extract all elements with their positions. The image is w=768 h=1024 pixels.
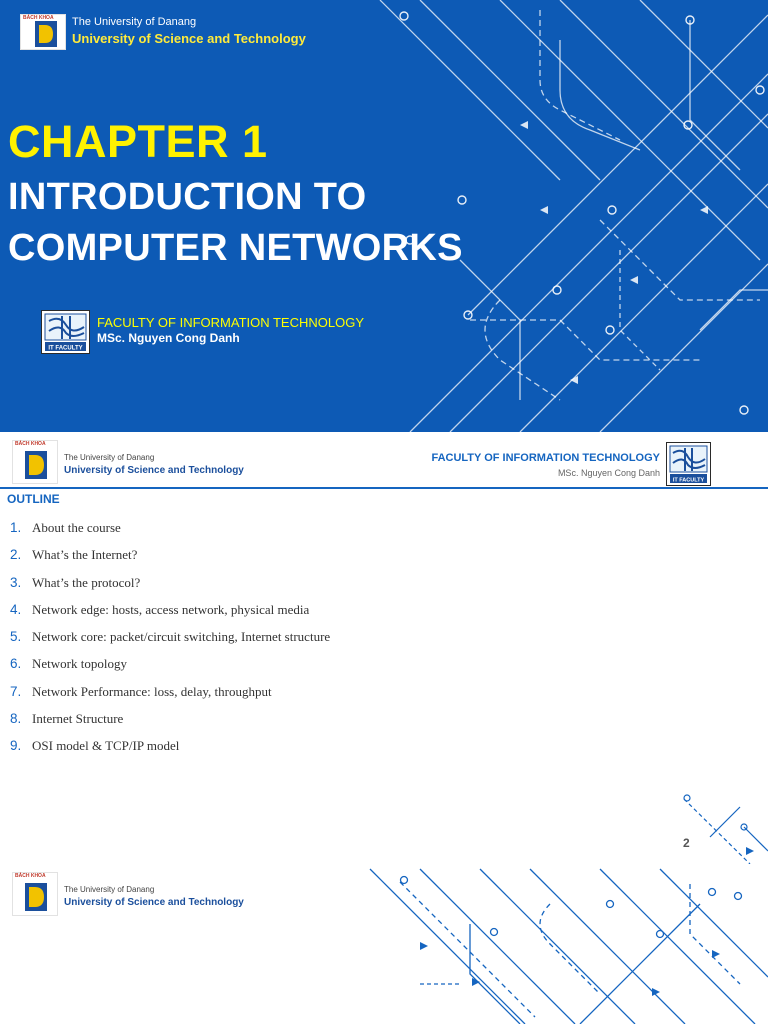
it-faculty-logo xyxy=(666,442,711,486)
item-text: Network core: packet/circuit switching, Internet structure xyxy=(32,629,331,645)
outline-slide xyxy=(0,432,768,864)
item-number: 3. xyxy=(10,574,22,590)
list-item xyxy=(10,684,330,711)
item-text: About the course xyxy=(32,520,121,535)
slide-title-line-1: INTRODUCTION TO xyxy=(8,176,367,218)
title-slide xyxy=(0,0,768,432)
dolphin-emblem-icon xyxy=(13,873,57,915)
list-item xyxy=(10,738,330,765)
item-text: What’s the protocol? xyxy=(32,574,141,590)
item-number: 6. xyxy=(10,656,22,672)
it-faculty-emblem-icon xyxy=(42,311,89,353)
bach-khoa-logo xyxy=(20,14,66,50)
next-slide-preview xyxy=(0,864,768,1024)
slide-title-line-2: COMPUTER NETWORKS xyxy=(8,227,463,269)
list-item xyxy=(10,629,330,656)
item-number: 4. xyxy=(10,601,22,617)
bach-khoa-logo xyxy=(12,872,58,916)
svg-text:IT FACULTY: IT FACULTY xyxy=(672,477,705,484)
item-text: Network Performance: loss, delay, throughput xyxy=(32,683,272,699)
list-item xyxy=(10,547,330,574)
svg-text:IT FACULTY: IT FACULTY xyxy=(48,345,83,352)
item-number: 1. xyxy=(10,520,22,535)
faculty-name: FACULTY OF INFORMATION TECHNOLOGY xyxy=(97,315,365,330)
chapter-title: CHAPTER 1 xyxy=(8,116,268,167)
it-faculty-logo xyxy=(41,310,90,354)
header-divider xyxy=(0,487,768,489)
list-item xyxy=(10,575,330,602)
circuit-decoration xyxy=(360,864,768,1024)
bach-khoa-logo xyxy=(12,440,58,484)
item-text: What’s the Internet? xyxy=(32,547,138,563)
dolphin-emblem-icon xyxy=(13,441,57,483)
list-item xyxy=(10,656,330,683)
author-name: MSc. Nguyen Cong Danh xyxy=(97,331,240,345)
logo-text: BÁCH KHOA xyxy=(15,441,46,447)
list-item xyxy=(10,711,330,738)
item-number: 7. xyxy=(10,683,22,699)
university-subname: University of Science and Technology xyxy=(64,465,244,476)
university-name: The University of Danang xyxy=(64,885,155,894)
it-faculty-emblem-icon xyxy=(667,443,710,485)
university-name: The University of Danang xyxy=(72,16,197,28)
outline-list xyxy=(10,520,330,766)
item-number: 8. xyxy=(10,711,22,727)
item-number: 5. xyxy=(10,629,22,645)
page-number: 2 xyxy=(683,836,690,850)
item-number: 2. xyxy=(10,547,22,563)
university-subname: University of Science and Technology xyxy=(72,31,306,46)
item-text: Network edge: hosts, access network, physical media xyxy=(32,601,310,617)
section-heading: OUTLINE xyxy=(7,492,60,506)
faculty-name: FACULTY OF INFORMATION TECHNOLOGY xyxy=(431,452,660,464)
item-text: OSI model & TCP/IP model xyxy=(32,738,180,754)
list-item xyxy=(10,602,330,629)
logo-text: BÁCH KHOA xyxy=(15,873,46,879)
logo-text: BÁCH KHOA xyxy=(23,15,54,21)
item-text: Internet Structure xyxy=(32,711,124,727)
item-number: 9. xyxy=(10,738,22,754)
list-item xyxy=(10,520,330,547)
university-name: The University of Danang xyxy=(64,453,155,462)
item-text: Network topology xyxy=(32,656,127,672)
corner-circuit-decoration xyxy=(670,787,768,864)
university-subname: University of Science and Technology xyxy=(64,897,244,908)
author-name: MSc. Nguyen Cong Danh xyxy=(557,468,660,478)
